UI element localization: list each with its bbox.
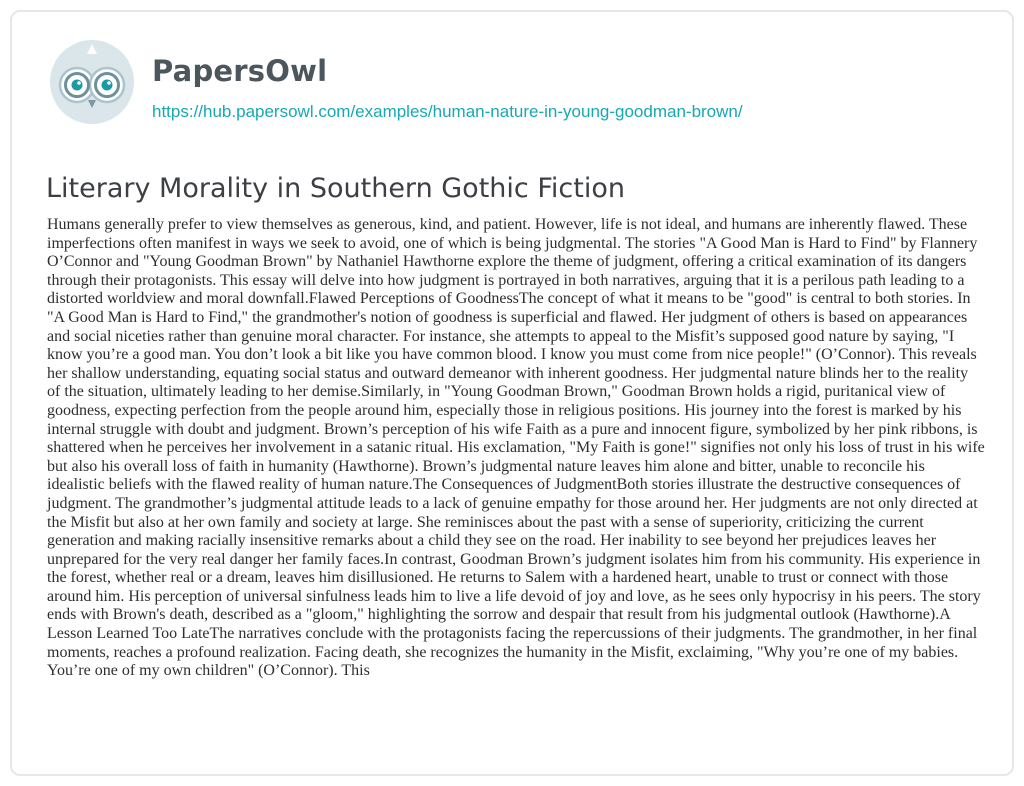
site-header — [48, 38, 743, 128]
essay-body-text: Humans generally prefer to view themselves as generous, kind, and patient. However, life is not ideal, and humans are inherently flawed. These imperfections often manifest in ways we seek to avoid, one of which is being judgmental. The stories "A Good Man is Hard to Find" by Flannery O’Connor and "Young Goodman Brown" by Nathaniel Hawthorne explore the theme of judgment, offering a critical examination of its dangers through their protagonists. This essay will delve into how judgment is portrayed in both narratives, arguing that it is a perilous path leading to a distorted worldview and moral downfall.Flawed Perceptions of GoodnessThe concept of what it means to be "good" is central to both stories. In "A Good Man is Hard to Find," the grandmother's notion of goodness is superficial and flawed. Her judgment of others is based on appearances and social niceties rather than genuine moral character. For instance, she attempts to appeal to the Misfit’s supposed good nature by saying, "I know you’re a good man. You don’t look a bit like you have common blood. I know you must come from nice people!" (O’Connor). This reveals her shallow understanding, equating social status and outward demeanor with inherent goodness. Her judgmental nature blinds her to the reality of the situation, ultimately leading to her demise.Similarly, in "Young Goodman Brown," Goodman Brown holds a rigid, puritanical view of goodness, expecting perfection from the people around him, especially those in religious positions. His journey into the forest is marked by his internal struggle with doubt and judgment. Brown’s perception of his wife Faith as a pure and innocent figure, symbolized by her pink ribbons, is shattered when he perceives her involvement in a satanic ritual. His exclamation, "My Faith is gone!" signifies not only his loss of trust in his wife but also his overall loss of faith in humanity (Hawthorne). Brown’s judgmental nature leaves him alone and bitter, unable to reconcile his idealistic beliefs with the flawed reality of human nature.The Consequences of JudgmentBoth stories illustrate the destructive consequences of judgment. The grandmother’s judgmental attitude leads to a lack of genuine empathy for those around her. Her judgments are not only directed at the Misfit but also at her own family and society at large. She reminisces about the past with a sense of superiority, criticizing the current generation and making racially insensitive remarks about a child they see on the road. Her inability to see beyond her prejudices leaves her unprepared for the very real danger her family faces.In contrast, Goodman Brown’s judgment isolates him from his community. His experience in the forest, whether real or a dream, leaves him disillusioned. He returns to Salem with a hardened heart, unable to trust or connect with those around him. His perception of universal sinfulness leads him to live a life devoid of joy and love, as he sees only hypocrisy in his peers. The story ends with Brown's death, described as a "gloom," highlighting the sorrow and despair that result from his judgmental outlook (Hawthorne).A Lesson Learned Too LateThe narratives conclude with the protagonists facing the repercussions of their judgments. The grandmother, in her final moments, reaches a profound realization. Facing death, she recognizes the humanity in the Misfit, exclaiming, "Why you’re one of my babies. You’re one of my own children" (O’Connor). This — [47, 216, 985, 680]
source-url-link[interactable]: https://hub.papersowl.com/examples/human-nature-in-young-goodman-brown/ — [152, 102, 743, 121]
brand-name: PapersOwl — [152, 54, 328, 88]
page-title: Literary Morality in Southern Gothic Fiction — [46, 173, 625, 204]
owl-icon[interactable] — [48, 38, 136, 126]
